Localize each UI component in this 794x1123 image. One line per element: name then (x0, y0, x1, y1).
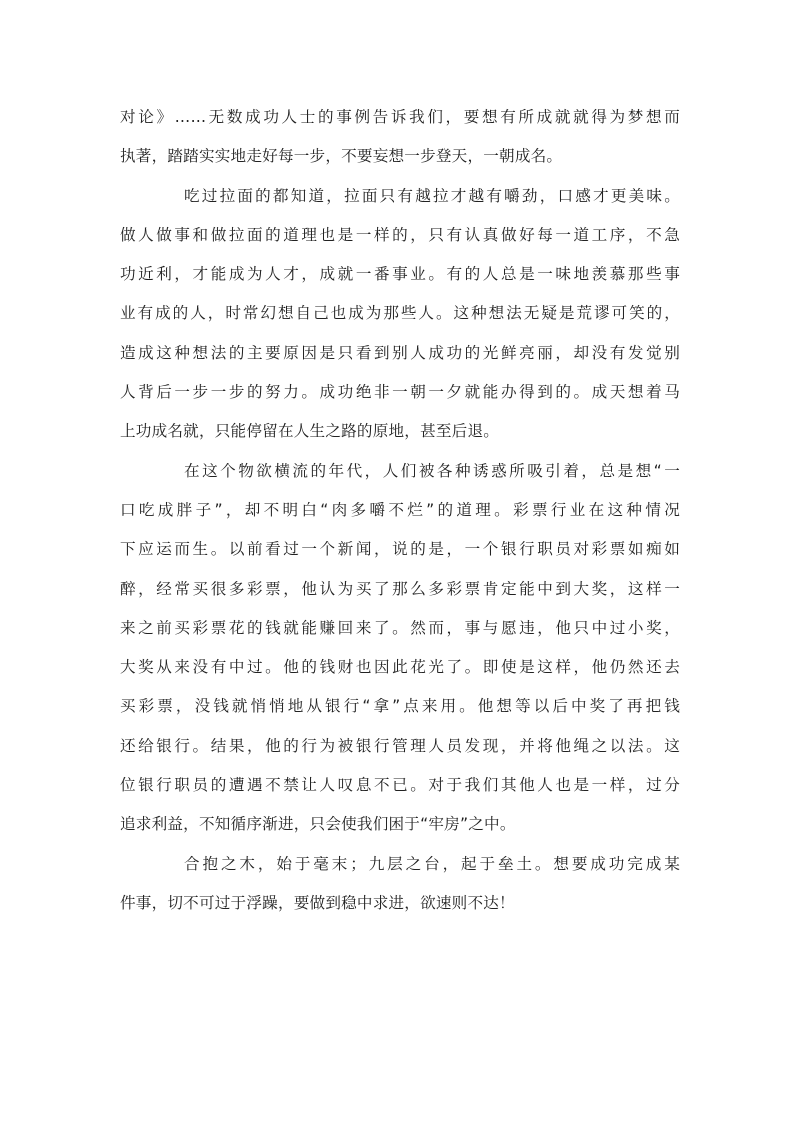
text-line: 来之前买彩票花的钱就能赚回来了。然而，事与愿违，他只中过小奖， (120, 618, 680, 637)
text-line: 执著，踏踏实实地走好每一步，不要妄想一步登天，一朝成名。 (120, 147, 563, 166)
text-line: 位银行职员的遭遇不禁让人叹息不已。对于我们其他人也是一样，过分 (120, 776, 680, 795)
text-line: 口吃成胖子”，却不明白“肉多嚼不烂”的道理。彩票行业在这种情况 (120, 500, 680, 519)
text-line: 下应运而生。以前看过一个新闻，说的是，一个银行职员对彩票如痴如 (120, 540, 680, 559)
text-line: 造成这种想法的主要原因是只看到别人成功的光鲜亮丽，却没有发觉别 (120, 343, 680, 362)
article-body (120, 104, 680, 929)
text-line: 大奖从来没有中过。他的钱财也因此花光了。即使是这样，他仍然还去 (120, 658, 680, 677)
text-line: 对论》……无数成功人士的事例告诉我们，要想有所成就就得为梦想而 (120, 108, 680, 126)
text-line: 业有成的人，时常幻想自己也成为那些人。这种想法无疑是荒谬可笑的， (120, 304, 680, 323)
text-line: 还给银行。结果，他的行为被银行管理人员发现，并将他绳之以法。这 (120, 736, 680, 755)
text-line: 做人做事和做拉面的道理也是一样的，只有认真做好每一道工序，不急 (120, 225, 680, 244)
text-line: 件事，切不可过于浮躁，要做到稳中求进，欲速则不达！ (120, 893, 515, 912)
text-line: 买彩票，没钱就悄悄地从银行“拿”点来用。他想等以后中奖了再把钱 (120, 697, 680, 716)
text-line: 上功成名就，只能停留在人生之路的原地，甚至后退。 (120, 422, 500, 441)
text-line: 合抱之木，始于毫末；九层之台，起于垒土。想要成功完成某 (184, 854, 680, 873)
text-line: 人背后一步一步的努力。成功绝非一朝一夕就能办得到的。成天想着马 (120, 383, 680, 402)
text-line: 醉，经常买很多彩票，他认为买了那么多彩票肯定能中到大奖，这样一 (120, 579, 680, 598)
text-line: 吃过拉面的都知道，拉面只有越拉才越有嚼劲，口感才更美味。 (184, 186, 680, 205)
text-line: 功近利，才能成为人才，成就一番事业。有的人总是一味地羡慕那些事 (120, 265, 680, 284)
text-line: 在这个物欲横流的年代，人们被各种诱惑所吸引着，总是想“一 (184, 461, 680, 480)
text-line: 追求利益，不知循序渐进，只会使我们困于“牢房”之中。 (120, 815, 516, 834)
